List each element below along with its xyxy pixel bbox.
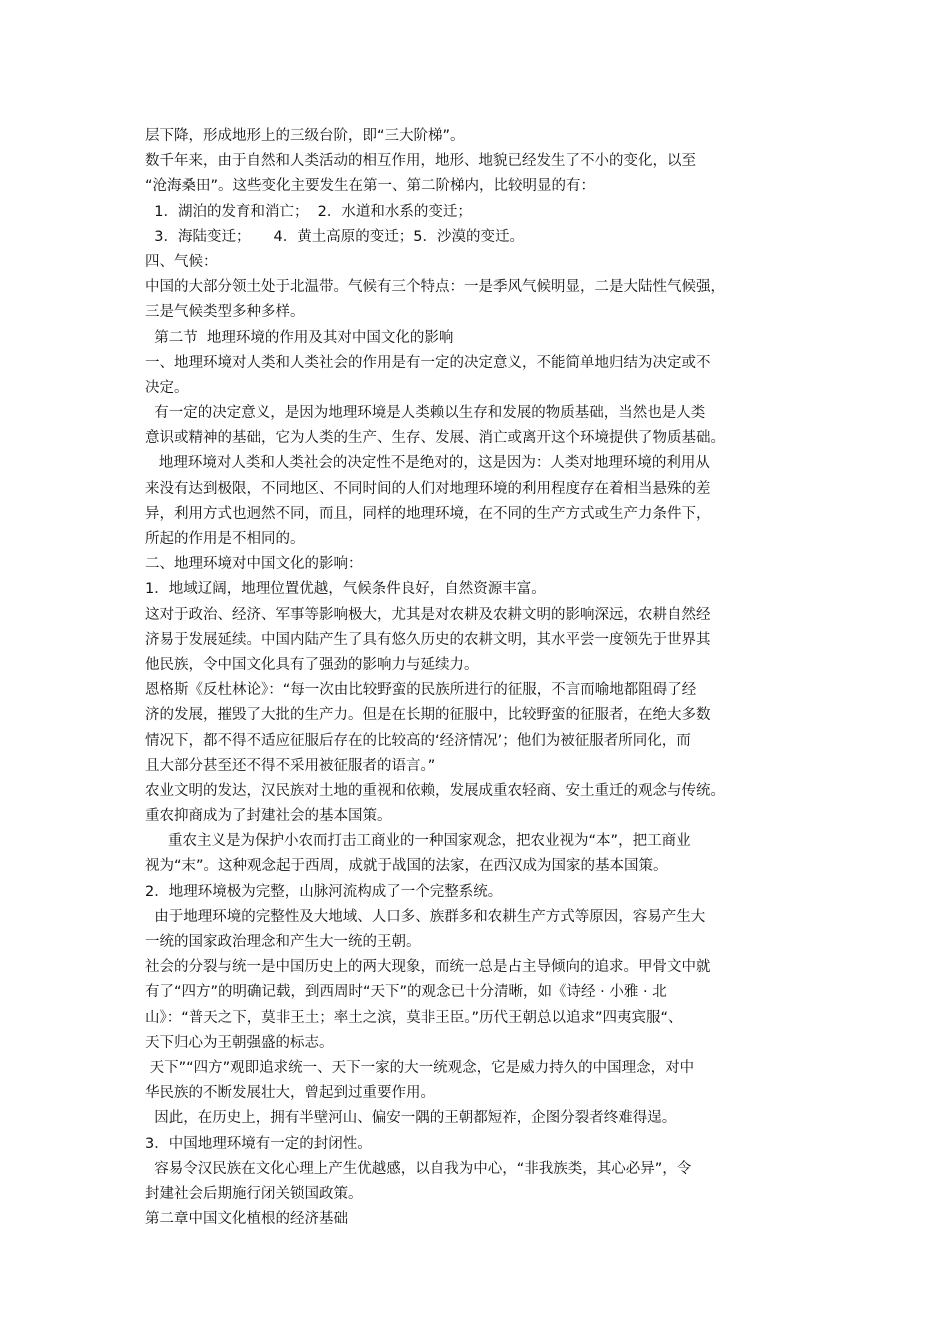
document-page — [145, 124, 810, 1232]
text-line: 情况下，都不得不适应征服后存在的比较高的‘经济情况’；他们为被征服者所同化，而 — [145, 732, 691, 749]
text-line: 封建社会后期施行闭关锁国政策。 — [145, 1185, 363, 1202]
text-line: 来没有达到极限，不同地区、不同时间的人们对地理环境的利用程度存在着相当悬殊的差 — [145, 480, 711, 497]
text-line: 社会的分裂与统一是中国历史上的两大现象，而统一总是占主导倾向的追求。甲骨文中就 — [145, 959, 711, 976]
text-line: 层下降，形成地形上的三级台阶，即“三大阶梯”。 — [145, 128, 465, 144]
text-line: 这对于政治、经济、军事等影响极大，尤其是对农耕及农耕文明的影响深远，农耕自然经 — [145, 606, 711, 623]
text-line: 天下”“四方”观即追求统一、天下一家的大一统观念，它是威力持久的中国理念，对中 — [145, 1059, 695, 1076]
text-line: 农业文明的发达，汉民族对土地的重视和依赖，发展成重农轻商、安土重迁的观念与传统。 — [145, 782, 725, 799]
text-line: 数千年来，由于自然和人类活动的相互作用，地形、地貌已经发生了不小的变化，以至 — [145, 153, 696, 170]
text-line: 决定。 — [145, 379, 189, 396]
text-line: 视为“末”。这种观念起于西周，成就于战国的法家，在西汉成为国家的基本国策。 — [145, 858, 668, 875]
list-item: 3．中国地理环境有一定的封闭性。 — [145, 1135, 372, 1152]
text-line: 他民族，令中国文化具有了强劲的影响力与延续力。 — [145, 656, 479, 673]
text-line: 有了“四方”的明确记载，到西周时“天下”的观念已十分清晰，如《诗经 · 小雅 · 北 — [145, 984, 667, 1001]
text-line: 容易令汉民族在文化心理上产生优越感，以自我为中心，“非我族类，其心必异”，令 — [145, 1160, 692, 1177]
list-item: 1．地域辽阔，地理位置优越，气候条件良好，自然资源丰富。 — [145, 581, 546, 598]
text-line: 所起的作用是不相同的。 — [145, 531, 305, 547]
section-heading: 四、气候： — [145, 253, 218, 270]
text-line: 有一定的决定意义，是因为地理环境是人类赖以生存和发展的物质基础，当然也是人类 — [145, 405, 706, 422]
text-line: 重农抑商成为了封建社会的基本国策。 — [145, 808, 392, 825]
text-line: 济的发展，摧毁了大批的生产力。但是在长期的征服中，比较野蛮的征服者，在绝大多数 — [145, 707, 711, 724]
text-line: 一统的国家政治理念和产生大一统的王朝。 — [145, 934, 421, 950]
text-line: 恩格斯《反杜林论》：“每一次由比较野蛮的民族所进行的征服，不言而喻地都阻碍了经 — [145, 682, 697, 699]
text-line: 天下归心为王朝强盛的标志。 — [145, 1034, 334, 1051]
chapter-heading: 第二章中国文化植根的经济基础 — [145, 1211, 348, 1228]
text-line: 意识或精神的基础，它为人类的生产、生存、发展、消亡或离开这个环境提供了物质基础。 — [145, 430, 725, 447]
text-line: 由于地理环境的完整性及大地域、人口多、族群多和农耕生产方式等原因，容易产生大 — [145, 908, 706, 925]
text-line: 中国的大部分领土处于北温带。气候有三个特点：一是季风气候明显，二是大陆性气候强， — [145, 279, 725, 296]
list-item: 1．湖泊的发育和消亡； 2．水道和水系的变迁； — [145, 203, 472, 220]
text-line: 地理环境对人类和人类社会的决定性不是绝对的，这是因为：人类对地理环境的利用从 — [145, 455, 710, 472]
list-item: 2．地理环境极为完整，山脉河流构成了一个完整系统。 — [145, 883, 503, 900]
section-heading: 二、地理环境对中国文化的影响： — [145, 556, 363, 573]
text-line: 一、地理环境对人类和人类社会的作用是有一定的决定意义，不能简单地归结为决定或不 — [145, 354, 711, 371]
section-heading: 第二节 地理环境的作用及其对中国文化的影响 — [145, 329, 454, 346]
text-line: 重农主义是为保护小农而打击工商业的一种国家观念，把农业视为“本”，把工商业 — [145, 833, 691, 850]
text-line: “沧海桑田”。这些变化主要发生在第一、第二阶梯内，比较明显的有： — [145, 178, 596, 195]
text-line: 济易于发展延续。中国内陆产生了具有悠久历史的农耕文明，其水平尝一度领先于世界其 — [145, 631, 711, 648]
text-line: 因此，在历史上，拥有半壁河山、偏安一隅的王朝都短祚，企图分裂者终难得逞。 — [145, 1110, 677, 1127]
text-line: 三是气候类型多种多样。 — [145, 304, 305, 321]
list-item: 3．海陆变迁； 4．黄土高原的变迁；5．沙漠的变迁。 — [145, 228, 524, 245]
text-line: 山》：“普天之下，莫非王土；率土之滨，莫非王臣。”历代王朝总以追求”四夷宾服“、 — [145, 1009, 683, 1026]
text-line: 华民族的不断发展壮大，曾起到过重要作用。 — [145, 1085, 435, 1102]
text-line: 异，利用方式也迥然不同，而且，同样的地理环境，在不同的生产方式或生产力条件下， — [145, 505, 711, 522]
text-line: 且大部分甚至还不得不采用被征服者的语言。” — [145, 757, 436, 774]
